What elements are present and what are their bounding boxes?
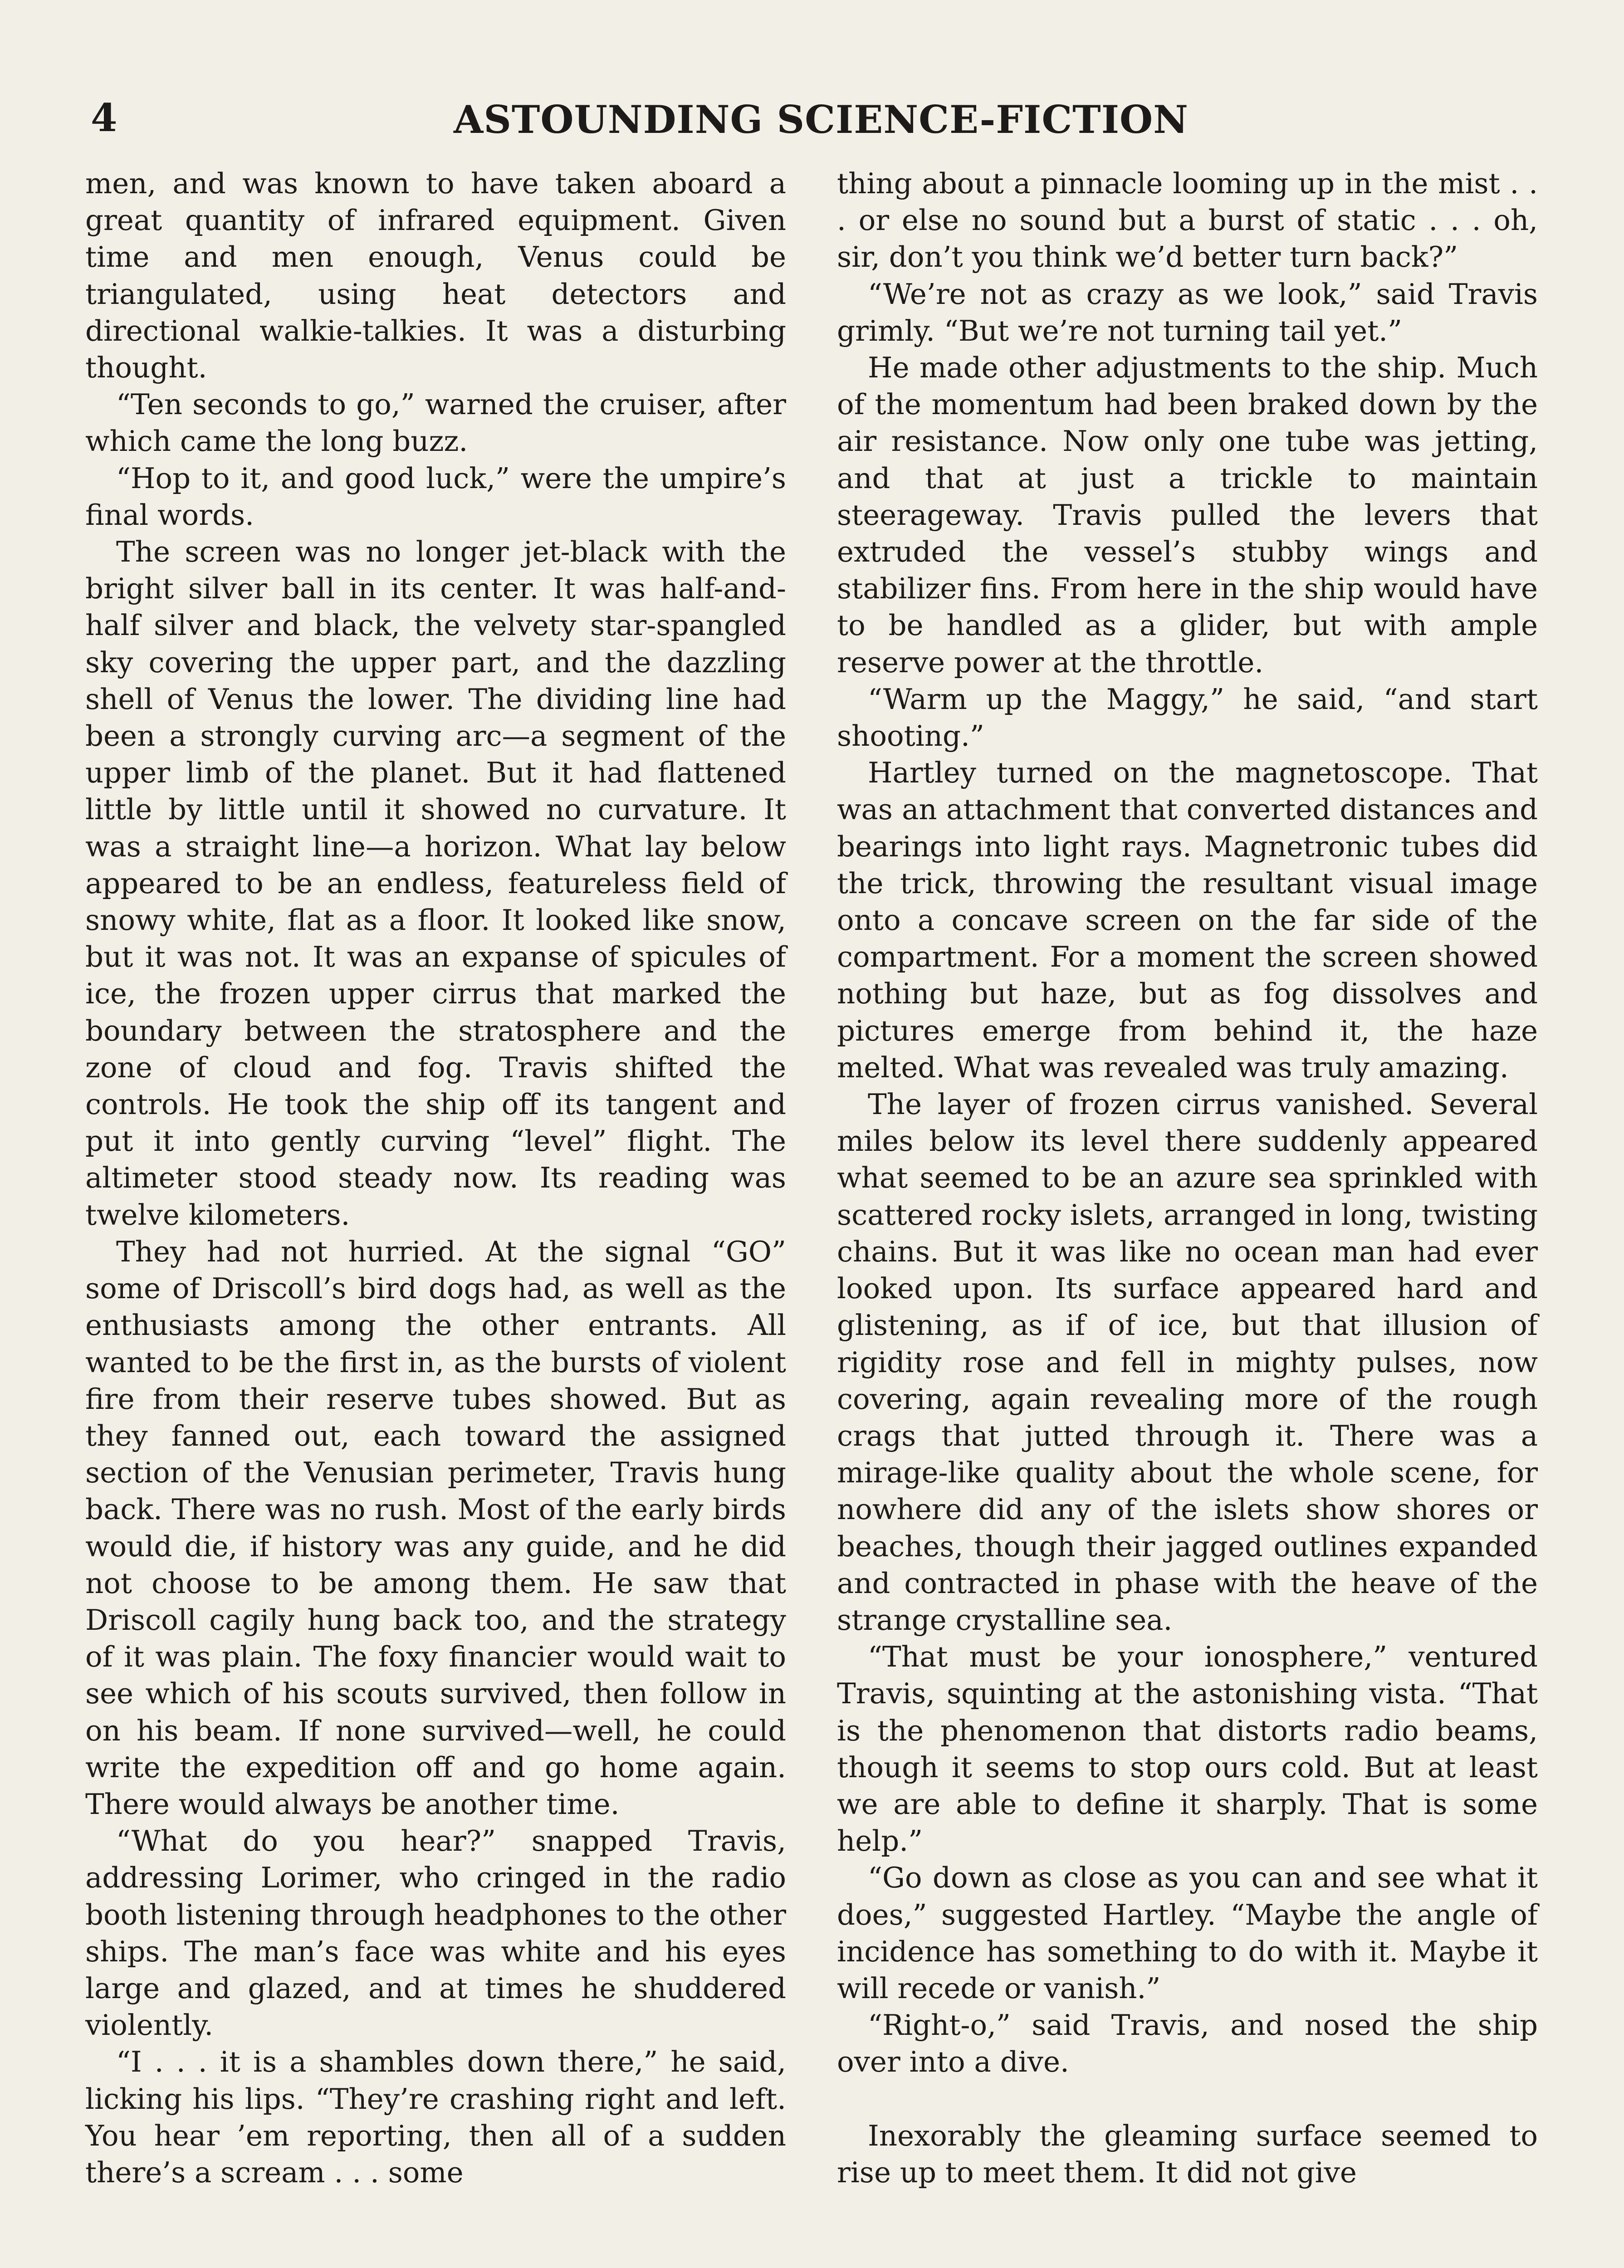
paragraph: “That must be your ionosphere,” ventured Travis, squinting at the astonishing vista. “That is the phenomenon that distorts radio beams, though it seems to stop ours cold. But at least we are able to define it sharply. That is some help.”: [837, 1640, 1538, 1858]
paragraph: “We’re not as crazy as we look,” said Travis grimly. “But we’re not turning tail yet.”: [837, 277, 1538, 347]
paragraph: Inexorably the gleaming surface seemed to rise up to meet them. It did not give: [837, 2119, 1538, 2189]
running-head: ASTOUNDING SCIENCE-FICTION: [454, 97, 1189, 142]
paragraph: The layer of frozen cirrus vanished. Several miles below its level there suddenly appeared what seemed to be an azure sea sprinkled with scattered rocky islets, arranged in long, twisting chains. But it was like no ocean man had ever looked upon. Its surface appeared hard and glistening, as if of ice, but that illusion of rigidity rose and fell in mighty pulses, now covering, again revealing more of the rough crags that jutted through it. There was a mirage-like quality about the whole scene, for nowhere did any of the islets show shores or beaches, though their jagged outlines expanded and contracted in phase with the heave of the strange crystalline sea.: [837, 1088, 1538, 1637]
paragraph: men, and was known to have taken aboard a great quantity of infrared equipment. Given time and men enough, Venus could be triangulated, using heat detectors and directional walkie-talkies. It was a disturbing thought.: [85, 167, 786, 385]
paragraph: “Ten seconds to go,” warned the cruiser, after which came the long buzz.: [85, 388, 786, 458]
paragraph: “I . . . it is a shambles down there,” he said, licking his lips. “They’re crashing right and left. You hear ’em reporting, then all of a sudden there’s a scream . . . some: [85, 2045, 786, 2189]
paragraph: Hartley turned on the magnetoscope. That was an attachment that converted distances and bearings into light rays. Magnetronic tubes did the trick, throwing the resultant visual image onto a concave screen on the far side of the compartment. For a moment the screen showed nothing but haze, but as fog dissolves and pictures emerge from behind it, the haze melted. What was revealed was truly amazing.: [837, 756, 1538, 1084]
paragraph: “Hop to it, and good luck,” were the umpire’s final words.: [85, 461, 786, 532]
paragraph: “Right-o,” said Travis, and nosed the ship over into a dive.: [837, 2009, 1538, 2079]
left-column: [85, 165, 786, 2191]
paragraph: They had not hurried. At the signal “GO” some of Driscoll’s bird dogs had, as well as the enthusiasts among the other entrants. All wanted to be the first in, as the bursts of violent fire from their reserve tubes showed. But as they fanned out, each toward the assigned section of the Venusian perimeter, Travis hung back. There was no rush. Most of the early birds would die, if history was any guide, and he did not choose to be among them. He saw that Driscoll cagily hung back too, and the strategy of it was plain. The foxy financier would wait to see which of his scouts survived, then follow in on his beam. If none survived—well, he could write the expedition off and go home again. There would always be another time.: [85, 1235, 786, 1821]
paragraph: The screen was no longer jet-black with the bright silver ball in its center. It was half-and-half silver and black, the velvety star-spangled sky covering the upper part, and the dazzling shell of Venus the lower. The dividing line had been a strongly curving arc—a segment of the upper limb of the planet. But it had flattened little by little until it showed no curvature. It was a straight line—a horizon. What lay below appeared to be an endless, featureless field of snowy white, flat as a floor. It looked like snow, but it was not. It was an expanse of spicules of ice, the frozen upper cirrus that marked the boundary between the stratosphere and the zone of cloud and fog. Travis shifted the controls. He took the ship off its tangent and put it into gently curving “level” flight. The altimeter stood steady now. Its reading was twelve kilometers.: [85, 535, 786, 1232]
page-number: 4: [91, 95, 117, 140]
right-column: [837, 165, 1538, 2191]
paragraph: thing about a pinnacle looming up in the mist . . . or else no sound but a burst of static . . . oh, sir, don’t you think we’d better turn back?”: [837, 167, 1538, 274]
paragraph: “Go down as close as you can and see what it does,” suggested Hartley. “Maybe the angle of incidence has something to do with it. Maybe it will recede or vanish.”: [837, 1861, 1538, 2005]
paragraph: He made other adjustments to the ship. Much of the momentum had been braked down by the air resistance. Now only one tube was jetting, and that at just a trickle to maintain steerageway. Travis pulled the levers that extruded the vessel’s stubby wings and stabilizer fins. From here in the ship would have to be handled as a glider, but with ample reserve power at the throttle.: [837, 351, 1538, 679]
paragraph: “What do you hear?” snapped Travis, addressing Lorimer, who cringed in the radio booth listening through headphones to the other ships. The man’s face was white and his eyes large and glazed, and at times he shuddered violently.: [85, 1824, 786, 2042]
paragraph: “Warm up the Maggy,” he said, “and start shooting.”: [837, 682, 1538, 753]
